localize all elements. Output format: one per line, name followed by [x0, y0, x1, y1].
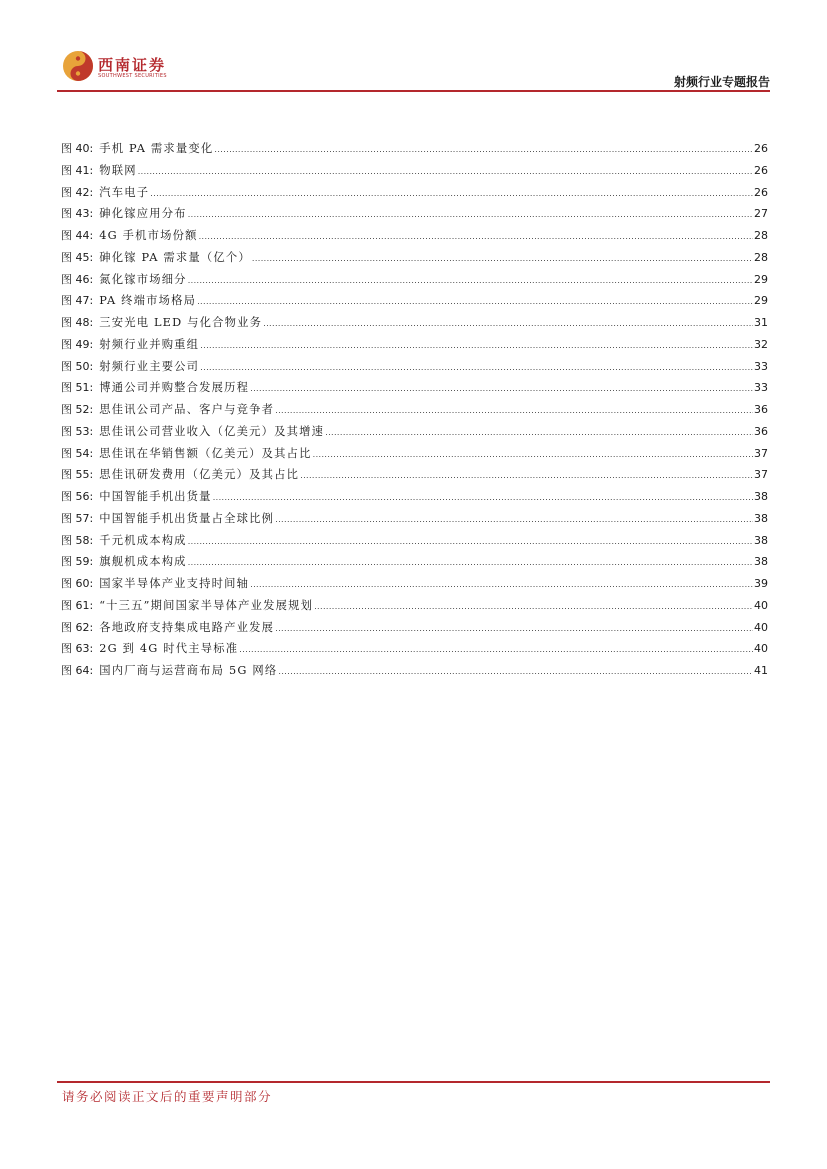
- toc-leader-dots: [275, 400, 753, 422]
- toc-figure-title: 博通公司并购整合发展历程: [99, 381, 250, 395]
- toc-figure-title: 思佳讯公司产品、客户与竞争者: [99, 403, 275, 416]
- toc-entry[interactable]: [61, 486, 768, 508]
- toc-page-number: 37: [754, 446, 768, 460]
- toc-leader-dots: [250, 574, 753, 596]
- toc-page-number: 38: [754, 533, 768, 547]
- toc-leader-dots: [138, 161, 753, 183]
- toc-leader-dots: [239, 639, 753, 661]
- toc-leader-dots: [199, 226, 753, 248]
- toc-entry[interactable]: [61, 247, 768, 269]
- toc-figure-number: 图 45:: [61, 250, 94, 264]
- toc-figure-number: 图 40:: [61, 142, 94, 155]
- toc-leader-dots: [252, 248, 753, 270]
- toc-page-number: 41: [754, 664, 768, 677]
- toc-figure-title: 中国智能手机出货量: [99, 490, 212, 503]
- toc-figure-title: 手机 PA 需求量变化: [99, 142, 214, 155]
- footer-disclaimer: 请务必阅读正文后的重要声明部分: [62, 1089, 273, 1104]
- toc-leader-dots: [200, 335, 753, 357]
- toc-figure-title: 射频行业主要公司: [99, 359, 200, 373]
- toc-leader-dots: [214, 139, 753, 161]
- toc-figure-title: 国内厂商与运营商布局 5G 网络: [99, 664, 278, 677]
- toc-page-number: 26: [754, 142, 768, 155]
- toc-page-number: 38: [754, 555, 768, 569]
- toc-page-number: 40: [754, 620, 768, 634]
- toc-figure-number: 图 54:: [61, 446, 94, 460]
- toc-figure-number: 图 43:: [61, 207, 94, 221]
- toc-entry[interactable]: [61, 225, 768, 247]
- toc-figure-number: 图 44:: [61, 229, 94, 242]
- toc-page-number: 36: [754, 403, 768, 416]
- toc-entry[interactable]: [61, 443, 768, 465]
- toc-page-number: 40: [754, 642, 768, 656]
- toc-figure-number: 图 64:: [61, 664, 94, 677]
- toc-page-number: 29: [754, 294, 768, 308]
- toc-entry[interactable]: [61, 551, 768, 573]
- toc-leader-dots: [263, 313, 753, 335]
- toc-entry[interactable]: [61, 312, 768, 334]
- footer-divider: [57, 1081, 770, 1083]
- toc-page-number: 33: [754, 381, 768, 395]
- toc-figure-number: 图 48:: [61, 316, 94, 329]
- toc-figure-title: 思佳讯在华销售额（亿美元）及其占比: [99, 446, 312, 460]
- logo-mark-icon: [62, 50, 94, 82]
- toc-entry[interactable]: [61, 530, 768, 552]
- toc-entry[interactable]: [61, 203, 768, 225]
- toc-figure-title: PA 终端市场格局: [99, 294, 197, 308]
- toc-figure-number: 图 50:: [61, 359, 94, 373]
- toc-figure-title: 中国智能手机出货量占全球比例: [99, 511, 275, 525]
- toc-page-number: 33: [754, 359, 768, 373]
- toc-leader-dots: [188, 552, 753, 574]
- toc-leader-dots: [188, 270, 753, 292]
- toc-leader-dots: [250, 378, 753, 400]
- toc-figure-number: 图 62:: [61, 620, 94, 634]
- toc-page-number: 28: [754, 229, 768, 242]
- toc-leader-dots: [278, 661, 753, 683]
- toc-leader-dots: [197, 291, 753, 313]
- toc-figure-title: 思佳讯公司营业收入（亿美元）及其增速: [99, 424, 325, 438]
- toc-figure-title: 汽车电子: [99, 185, 150, 199]
- toc-figure-title: 各地政府支持集成电路产业发展: [99, 620, 275, 634]
- toc-entry[interactable]: [61, 595, 768, 617]
- toc-leader-dots: [275, 618, 753, 640]
- toc-figure-number: 图 60:: [61, 577, 94, 590]
- figure-list: [61, 138, 768, 682]
- toc-entry[interactable]: [61, 638, 768, 660]
- toc-page-number: 32: [754, 337, 768, 351]
- toc-figure-number: 图 63:: [61, 642, 94, 656]
- toc-leader-dots: [325, 422, 753, 444]
- logo-english-text: SOUTHWEST SECURITIES: [98, 73, 167, 79]
- toc-figure-number: 图 51:: [61, 381, 94, 395]
- toc-entry[interactable]: [61, 334, 768, 356]
- toc-figure-number: 图 41:: [61, 163, 94, 177]
- toc-figure-title: 射频行业并购重组: [99, 337, 200, 351]
- toc-leader-dots: [188, 531, 753, 553]
- toc-entry[interactable]: [61, 138, 768, 160]
- toc-entry[interactable]: [61, 377, 768, 399]
- toc-leader-dots: [188, 204, 753, 226]
- toc-figure-number: 图 42:: [61, 185, 94, 199]
- toc-page-number: 28: [754, 250, 768, 264]
- toc-page-number: 40: [754, 598, 768, 612]
- toc-figure-number: 图 47:: [61, 294, 94, 308]
- toc-figure-number: 图 55:: [61, 468, 94, 482]
- toc-leader-dots: [314, 596, 753, 618]
- company-logo: [62, 50, 182, 86]
- toc-entry[interactable]: [61, 508, 768, 530]
- toc-figure-number: 图 58:: [61, 533, 94, 547]
- toc-entry[interactable]: [61, 617, 768, 639]
- toc-page-number: 27: [754, 207, 768, 221]
- header-divider: [57, 90, 770, 92]
- toc-page-number: 37: [754, 468, 768, 482]
- toc-page-number: 31: [754, 316, 768, 329]
- toc-page-number: 36: [754, 424, 768, 438]
- toc-figure-title: 千元机成本构成: [99, 533, 187, 547]
- toc-entry[interactable]: [61, 464, 768, 486]
- toc-figure-title: 物联网: [99, 163, 137, 177]
- toc-leader-dots: [213, 487, 753, 509]
- toc-figure-number: 图 52:: [61, 403, 94, 416]
- toc-figure-title: 氮化镓市场细分: [99, 272, 187, 286]
- toc-page-number: 38: [754, 511, 768, 525]
- toc-page-number: 38: [754, 490, 768, 503]
- toc-entry[interactable]: [61, 421, 768, 443]
- toc-figure-title: “十三五”期间国家半导体产业发展规划: [99, 598, 314, 612]
- toc-figure-title: 砷化镓 PA 需求量（亿个）: [99, 250, 251, 264]
- page-header: [0, 0, 827, 100]
- toc-leader-dots: [313, 444, 753, 466]
- toc-entry[interactable]: [61, 160, 768, 182]
- toc-entry[interactable]: [61, 290, 768, 312]
- toc-entry[interactable]: [61, 356, 768, 378]
- toc-figure-title: 三安光电 LED 与化合物业务: [99, 316, 263, 329]
- toc-figure-title: 思佳讯研发费用（亿美元）及其占比: [99, 468, 300, 482]
- toc-figure-title: 国家半导体产业支持时间轴: [99, 577, 250, 590]
- toc-page-number: 39: [754, 577, 768, 590]
- toc-leader-dots: [300, 465, 753, 487]
- toc-figure-title: 砷化镓应用分布: [99, 207, 187, 221]
- toc-figure-number: 图 57:: [61, 511, 94, 525]
- toc-entry[interactable]: [61, 660, 768, 682]
- toc-figure-number: 图 49:: [61, 337, 94, 351]
- logo-chinese-text: 西南证券: [98, 56, 167, 74]
- toc-leader-dots: [200, 357, 753, 379]
- toc-entry[interactable]: [61, 573, 768, 595]
- toc-page-number: 26: [754, 185, 768, 199]
- toc-figure-title: 旗舰机成本构成: [99, 555, 187, 569]
- toc-figure-number: 图 46:: [61, 272, 94, 286]
- toc-entry[interactable]: [61, 399, 768, 421]
- toc-leader-dots: [275, 509, 753, 531]
- toc-leader-dots: [150, 183, 753, 205]
- toc-figure-number: 图 59:: [61, 555, 94, 569]
- toc-entry[interactable]: [61, 182, 768, 204]
- toc-figure-title: 4G 手机市场份额: [99, 229, 198, 242]
- report-title: 射频行业专题报告: [673, 75, 770, 89]
- toc-figure-number: 图 56:: [61, 490, 94, 503]
- toc-figure-title: 2G 到 4G 时代主导标准: [99, 642, 239, 656]
- toc-page-number: 29: [754, 272, 768, 286]
- toc-figure-number: 图 61:: [61, 598, 94, 612]
- toc-figure-number: 图 53:: [61, 424, 94, 438]
- toc-page-number: 26: [754, 163, 768, 177]
- toc-entry[interactable]: [61, 269, 768, 291]
